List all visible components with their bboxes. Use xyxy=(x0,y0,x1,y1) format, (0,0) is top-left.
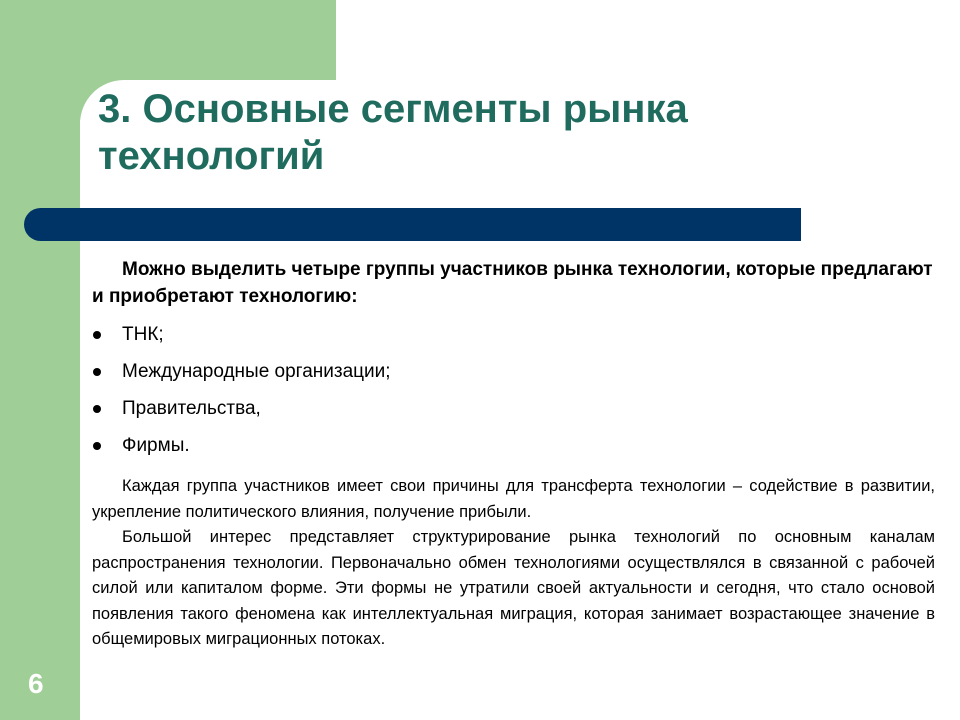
bullet-text: ТНК; xyxy=(122,324,164,345)
slide-content xyxy=(92,256,935,653)
body-paragraph: Большой интерес представляет структурирование рынка технологий по основным каналам распространения технологии. Первоначально обмен технологиями осуществлялся в связанной с рабочей силой или капиталом форме. Эти формы не утратили своей актуальности и сегодня, что стало основой появления такого феномена как интеллектуальная миграция, которая занимает возрастающее значение в общемировых миграционных потоках. xyxy=(92,528,935,648)
bullet-text: Международные организации; xyxy=(122,361,391,382)
body-paragraph: Каждая группа участников имеет свои причины для трансферта технологии – содействие в развитии, укрепление политического влияния, получение прибыли. xyxy=(92,477,935,521)
bullet-item xyxy=(92,353,935,390)
bullet-dot-icon xyxy=(93,331,101,339)
green-side-strip xyxy=(0,0,80,720)
bullet-dot-icon xyxy=(93,368,101,376)
bullet-list xyxy=(92,316,935,464)
bullet-item xyxy=(92,316,935,353)
slide-title: 3. Основные сегменты рынка технологий xyxy=(98,87,688,178)
intro-text: Можно выделить четыре группы участников рынка технологии, которые предлагают и приобретают технологию: xyxy=(92,259,933,307)
slide-number: 6 xyxy=(28,668,44,699)
bullet-dot-icon xyxy=(93,405,101,413)
bullet-item xyxy=(92,390,935,427)
title-underline-bar xyxy=(24,208,801,241)
bullet-text: Фирмы. xyxy=(122,435,190,456)
bullet-item xyxy=(92,427,935,464)
bullet-text: Правительства, xyxy=(122,398,261,419)
bullet-dot-icon xyxy=(93,442,101,450)
